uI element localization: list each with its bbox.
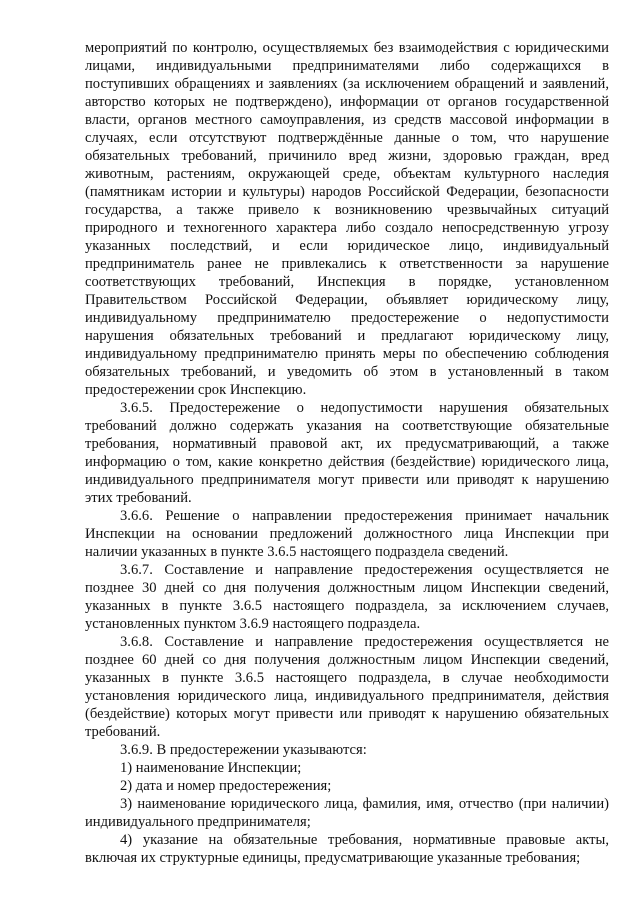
paragraph-clause-3-6-5: 3.6.5. Предостережение о недопустимости нарушения обязательных требований должно содержать указания на соответствующие обязательные требования, нормативный правовой акт, их предусматривающий, а также информацию о том, какие конкретно действия (бездействие) юридического лица, индивидуального предпринимателя могут привести или приводят к нарушению этих требований. bbox=[85, 400, 609, 506]
list-item-4: 4) указание на обязательные требования, нормативные правовые акты, включая их структурные единицы, предусматривающие указанные требования; bbox=[85, 832, 609, 866]
list-item-2: 2) дата и номер предостережения; bbox=[120, 778, 332, 794]
paragraph-clause-3-6-6: 3.6.6. Решение о направлении предостережения принимает начальник Инспекции на основании предложений должностного лица Инспекции при наличии указанных в пункте 3.6.5 настоящего подраздела сведений. bbox=[85, 508, 609, 560]
paragraph-continuation: мероприятий по контролю, осуществляемых без взаимодействия с юридическими лицами, индивидуальными предпринимателями либо содержащихся в поступивших обращениях и заявлениях (за исключением обращений и заявлений, авторство которых не подтверждено), информации от органов государственной власти, органов местного самоуправления, из средств массовой информации в случаях, если отсутствуют подтверждённые данные о том, что нарушение обязательных требований, причинило вред жизни, здоровью граждан, вред животным, растениям, окружающей среде, объектам культурного наследия (памятникам истории и культуры) народов Российской Федерации, безопасности государства, а также привело к возникновению чрезвычайных ситуаций природного и техногенного характера либо создало непосредственную угрозу указанных последствий, и если юридическое лицо, индивидуальный предприниматель ранее не привлекались к ответственности за нарушение соответствующих требований, Инспекция в порядке, установленном Правительством Российской Федерации, объявляет юридическому лицу, индивидуальному предпринимателю предостережение о недопустимости нарушения обязательных требований и предлагают юридическому лицу, индивидуальному предпринимателю принять меры по обеспечению соблюдения обязательных требований, и уведомить об этом в установленный в таком предостережении срок Инспекцию. bbox=[85, 40, 609, 398]
list-item-3: 3) наименование юридического лица, фамилия, имя, отчество (при наличии) индивидуального предпринимателя; bbox=[85, 796, 609, 830]
list-item-1: 1) наименование Инспекции; bbox=[120, 760, 302, 776]
paragraph-clause-3-6-9: 3.6.9. В предостережении указываются: bbox=[120, 742, 367, 758]
paragraph-clause-3-6-7: 3.6.7. Составление и направление предостережения осуществляется не позднее 30 дней со дня получения должностным лицом Инспекции сведений, указанных в пункте 3.6.5 настоящего подраздела, за исключением случаев, установленных пунктом 3.6.9 настоящего подраздела. bbox=[85, 562, 609, 632]
paragraph-clause-3-6-8: 3.6.8. Составление и направление предостережения осуществляется не позднее 60 дней со дня получения должностным лицом Инспекции сведений, указанных в пункте 3.6.5 настоящего подраздела, в случае необходимости установления юридического лица, индивидуального предпринимателя, действия (бездействие) которых могут привести или приводят к нарушению обязательных требований. bbox=[85, 634, 609, 740]
